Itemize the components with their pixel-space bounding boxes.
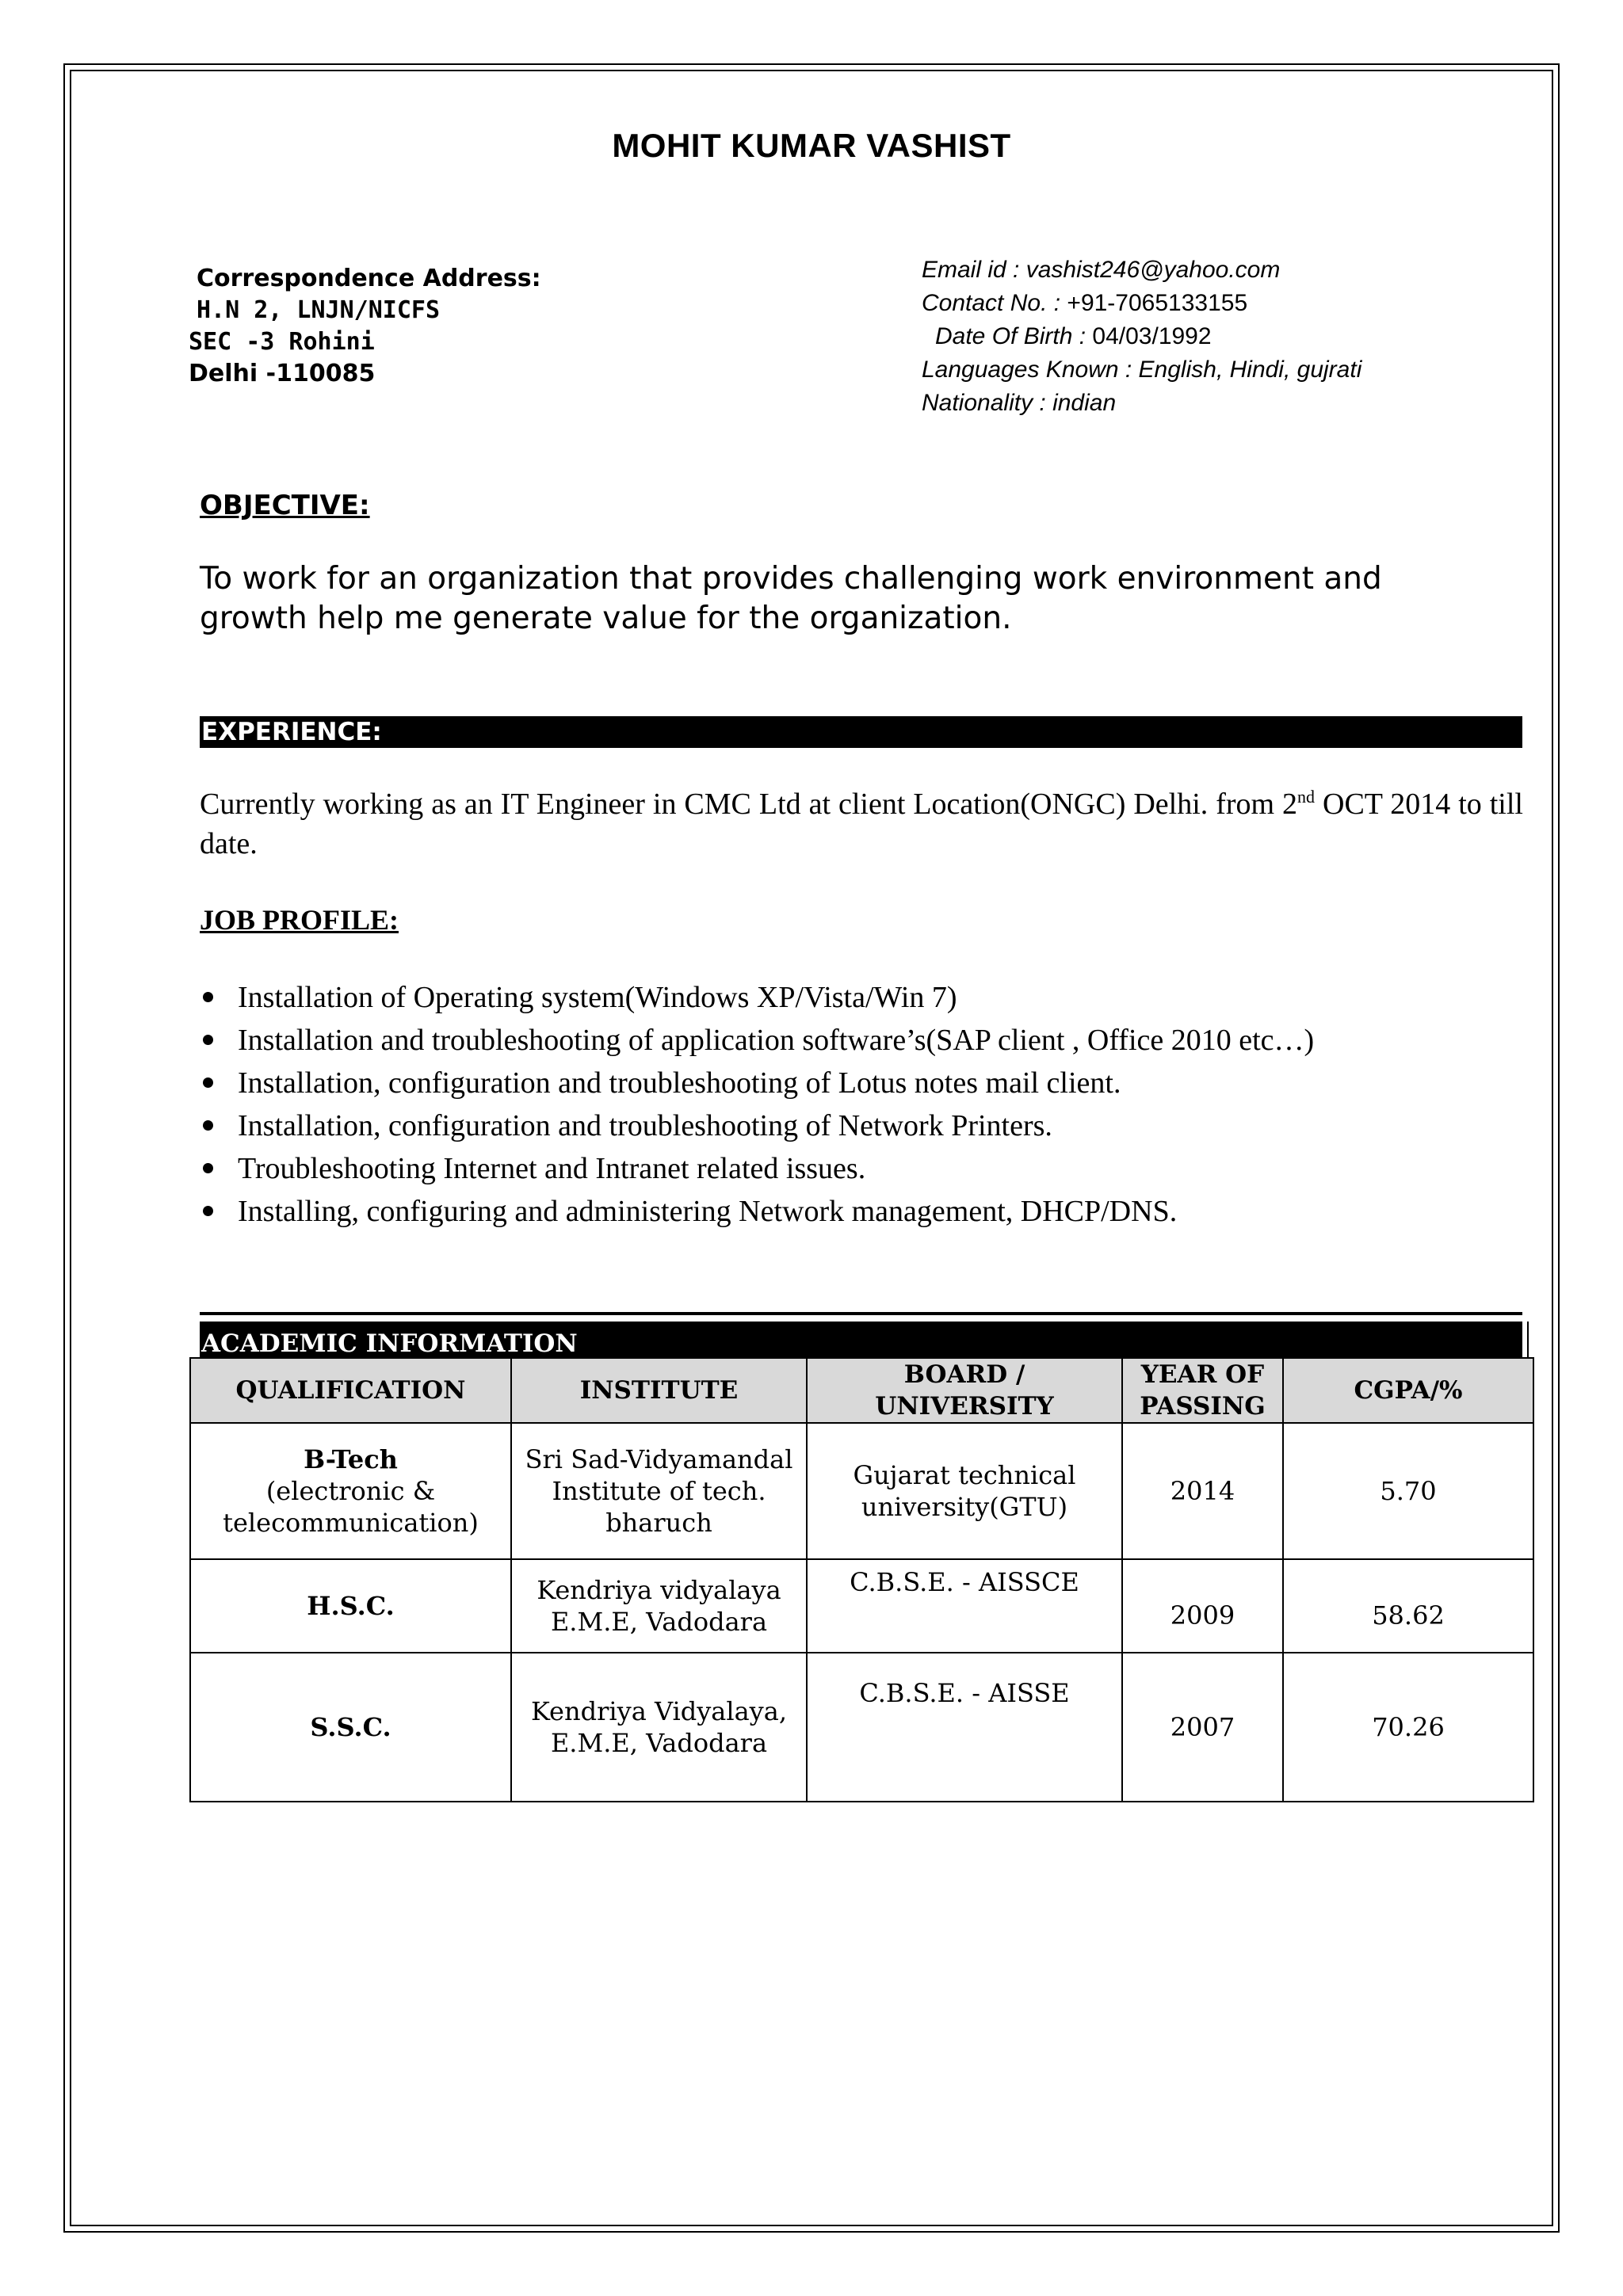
objective-text: To work for an organization that provides challenging work environment and growth help me generate value for the organization.	[200, 561, 1382, 636]
column-header-board: BOARD / UNIVERSITY	[807, 1358, 1122, 1423]
dob-label: Date Of Birth :	[935, 323, 1093, 349]
address-line-2: SEC -3 Rohini	[189, 328, 375, 356]
phone-value: +91-7065133155	[1067, 290, 1248, 316]
contact-dob	[935, 320, 1212, 353]
contact-email	[922, 254, 1280, 287]
board-cell: Gujarat technical university(GTU)	[807, 1423, 1122, 1559]
experience-text	[200, 784, 1523, 864]
experience-text-end: OCT 2014 to till date.	[200, 788, 1523, 860]
column-header-score: CGPA/%	[1283, 1358, 1533, 1423]
institute-cell: Kendriya Vidyalaya, E.M.E, Vadodara	[511, 1653, 807, 1802]
qualification-cell	[190, 1559, 511, 1653]
list-item: Troubleshooting Internet and Intranet related issues.	[200, 1147, 1314, 1190]
score-cell: 5.70	[1283, 1423, 1533, 1559]
qualification-detail: (electronic & telecommunication)	[223, 1476, 479, 1538]
contact-languages	[922, 353, 1361, 387]
academic-divider	[200, 1312, 1522, 1315]
list-item: Installation, configuration and troubleshooting of Lotus notes mail client.	[200, 1062, 1314, 1104]
institute-cell: Sri Sad-Vidyamandal Institute of tech. bharuch	[511, 1423, 807, 1559]
qualification-cell	[190, 1423, 511, 1559]
list-item: Installation and troubleshooting of application software’s(SAP client , Office 2010 etc…)	[200, 1019, 1314, 1062]
table-row	[190, 1559, 1533, 1653]
academic-heading-edge	[1527, 1322, 1529, 1358]
table-header-row	[190, 1358, 1533, 1423]
institute-cell: Kendriya vidyalaya E.M.E, Vadodara	[511, 1559, 807, 1653]
nationality-label: Nationality :	[922, 390, 1053, 416]
address-line-1: H.N 2, LNJN/NICFS	[197, 296, 441, 324]
experience-ordinal-suffix: nd	[1297, 787, 1316, 807]
academic-table	[189, 1357, 1534, 1802]
objective-heading: OBJECTIVE:	[200, 490, 370, 521]
score-cell: 70.26	[1283, 1653, 1533, 1802]
address-line-3: Delhi -110085	[189, 360, 376, 387]
experience-heading: EXPERIENCE:	[200, 716, 1522, 748]
qualification-cell	[190, 1653, 511, 1802]
phone-label: Contact No. :	[922, 290, 1067, 316]
contact-nationality	[922, 387, 1116, 420]
email-label: Email id :	[922, 257, 1026, 283]
job-profile-heading: JOB PROFILE:	[200, 904, 399, 936]
qualification-name: B-Tech	[304, 1444, 398, 1474]
list-item: Installation, configuration and troubleshooting of Network Printers.	[200, 1104, 1314, 1147]
column-header-qualification: QUALIFICATION	[190, 1358, 511, 1423]
dob-value: 04/03/1992	[1092, 323, 1212, 349]
board-cell: C.B.S.E. - AISSE	[807, 1653, 1122, 1802]
qualification-name: H.S.C.	[307, 1591, 395, 1621]
address-label: Correspondence Address:	[197, 265, 541, 292]
academic-heading: ACADEMIC INFORMATION	[200, 1322, 1522, 1358]
experience-text-start: Currently working as an IT Engineer in CMC Ltd at client Location(ONGC) Delhi. from 2	[200, 788, 1298, 821]
qualification-name: S.S.C.	[310, 1712, 391, 1742]
year-cell: 2014	[1122, 1423, 1283, 1559]
list-item: Installation of Operating system(Windows XP/Vista/Win 7)	[200, 976, 1314, 1019]
board-cell: C.B.S.E. - AISSCE	[807, 1559, 1122, 1653]
table-row	[190, 1653, 1533, 1802]
email-value[interactable]: vashist246@yahoo.com	[1025, 257, 1281, 283]
year-cell: 2007	[1122, 1653, 1283, 1802]
column-header-institute: INSTITUTE	[511, 1358, 807, 1423]
year-cell: 2009	[1122, 1559, 1283, 1653]
job-profile-list	[200, 976, 1314, 1233]
languages-label: Languages Known :	[922, 357, 1139, 383]
list-item: Installing, configuring and administering Network management, DHCP/DNS.	[200, 1190, 1314, 1233]
languages-value: English, Hindi, gujrati	[1138, 357, 1362, 383]
contact-phone	[922, 287, 1247, 320]
column-header-year: YEAR OF PASSING	[1122, 1358, 1283, 1423]
table-row	[190, 1423, 1533, 1559]
nationality-value: indian	[1052, 390, 1117, 416]
score-cell: 58.62	[1283, 1559, 1533, 1653]
candidate-name: MOHIT KUMAR VASHIST	[612, 127, 1011, 164]
